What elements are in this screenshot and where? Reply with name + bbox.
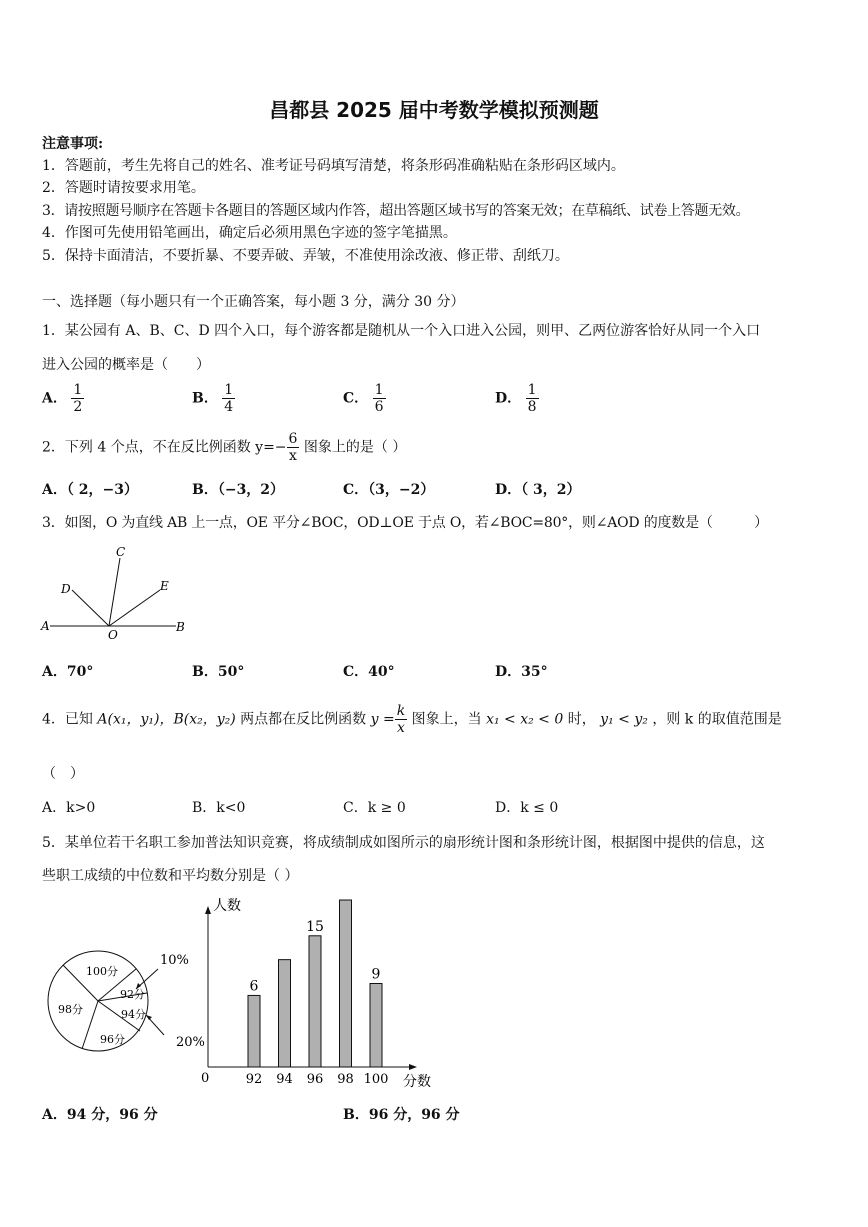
- option-a: A．70°: [42, 664, 94, 680]
- question-4-tail: ，则 k 的取值范围是: [652, 711, 782, 728]
- angle-figure: [36, 540, 196, 645]
- label-b: B: [176, 620, 185, 634]
- arrowhead: [146, 1015, 152, 1020]
- fraction: [373, 382, 386, 415]
- question-2-pre: 2．下列 4 个点，不在反比例函数: [42, 439, 251, 456]
- function-expression: y =: [370, 711, 395, 728]
- notice-item: 2．答题时请按要求用笔。: [42, 180, 205, 196]
- option-d: D．（ 3，2）: [495, 482, 581, 498]
- question-4-post: 图象上，当: [411, 711, 482, 728]
- bar: [340, 900, 352, 1067]
- option-a: A．k>0: [42, 800, 96, 816]
- question-4-when: 时，: [567, 711, 596, 728]
- denominator: 2: [73, 399, 83, 415]
- pie-label: 100分: [86, 965, 118, 978]
- notice-item: 5．保持卡面清洁，不要折暴、不要弄破、弄皱，不准使用涂改液、修正带、刮纸刀。: [42, 248, 569, 264]
- question-5-text: 些职工成绩的中位数和平均数分别是（ ）: [42, 868, 299, 884]
- option-c: [343, 382, 386, 415]
- pie-chart: [40, 945, 220, 1065]
- x-tick-label: 94: [276, 1072, 293, 1087]
- notice-heading: 注意事项:: [42, 136, 104, 152]
- numerator: 1: [224, 382, 234, 398]
- question-4-text: （ ）: [42, 766, 84, 782]
- bar: [248, 995, 260, 1067]
- notice-item: 1．答题前，考生先将自己的姓名、准考证号码填写清楚，将条形码准确粘贴在条形码区域内。: [42, 158, 625, 174]
- option-a: A．94 分，96 分: [42, 1107, 158, 1123]
- condition-x: x₁ < x₂ < 0: [486, 711, 564, 728]
- x-tick-label: 98: [337, 1072, 354, 1087]
- x-tick-label: 100: [363, 1072, 389, 1087]
- question-1-text: 1．某公园有 A、B、C、D 四个入口，每个游客都是随机从一个入口进入公园，则甲、乙两位游客恰好从同一个入口: [42, 323, 761, 339]
- option-label: A．: [42, 390, 67, 407]
- label-a: A: [41, 619, 50, 633]
- condition-y: y₁ < y₂: [600, 711, 648, 728]
- y-axis-arrow: [205, 906, 211, 914]
- notice-item: 4．作图可先使用铅笔画出，确定后必须用黑色字迹的签字笔描黑。: [42, 225, 457, 241]
- option-label: B．: [192, 390, 218, 407]
- pie-callout: 10%: [160, 953, 189, 968]
- y-axis-label: 人数: [213, 898, 241, 914]
- question-4-text: [42, 703, 782, 736]
- numerator: 1: [527, 382, 537, 398]
- option-d: D．k ≤ 0: [495, 800, 559, 816]
- data-label: 6: [249, 978, 259, 995]
- ray-od: [72, 590, 109, 626]
- page-title: 昌都县 2025 届中考数学模拟预测题: [269, 98, 599, 122]
- fraction: [222, 382, 235, 415]
- option-c: C．（3，−2）: [343, 482, 435, 498]
- denominator: 8: [527, 399, 537, 415]
- origin-label: 0: [201, 1071, 210, 1086]
- option-d: D．35°: [495, 664, 548, 680]
- x-axis-arrow: [409, 1064, 417, 1070]
- question-3-text: 3．如图，O 为直线 AB 上一点，OE 平分∠BOC，OD⊥OE 于点 O，若∠BOC=80°，则∠AOD 的度数是（ ）: [42, 515, 768, 531]
- pie-callout: 20%: [176, 1035, 205, 1050]
- fraction: [395, 703, 407, 736]
- section-heading: 一、选择题（每小题只有一个正确答案，每小题 3 分，满分 30 分）: [42, 294, 465, 310]
- option-b: B．k<0: [192, 800, 246, 816]
- numerator: k: [396, 703, 406, 719]
- x-tick-label: 96: [306, 1072, 324, 1087]
- label-o: O: [108, 628, 118, 642]
- fraction: [287, 431, 300, 464]
- pie-label: 94分: [121, 1008, 146, 1021]
- x-tick-label: 92: [245, 1072, 263, 1087]
- label-d: D: [61, 582, 71, 596]
- bar-group: [246, 900, 389, 1087]
- bar: [279, 960, 291, 1067]
- numerator: 1: [374, 382, 384, 398]
- x-axis-label: 分数: [403, 1074, 431, 1090]
- option-c: C．40°: [343, 664, 395, 680]
- bar: [309, 936, 321, 1067]
- label-c: C: [116, 545, 126, 559]
- option-b: B．96 分，96 分: [343, 1107, 460, 1123]
- pie-label: 92分: [120, 988, 145, 1001]
- option-label: C．: [343, 390, 369, 407]
- option-label: D．: [495, 390, 522, 407]
- option-d: [495, 382, 539, 415]
- label-e: E: [160, 579, 169, 593]
- question-2-text: [42, 431, 406, 464]
- bar: [370, 984, 382, 1068]
- pie-label: 96分: [100, 1033, 125, 1046]
- option-a: A．（ 2，−3）: [42, 482, 138, 498]
- function-expression: y=−: [255, 439, 287, 456]
- numerator: 6: [288, 431, 298, 447]
- ray-oe: [109, 590, 160, 626]
- question-4-mid: 两点都在反比例函数: [240, 711, 367, 728]
- points-expression: A(x₁，y₁)，B(x₂，y₂): [97, 711, 236, 728]
- notice-item: 3．请按照题号顺序在答题卡各题目的答题区域内作答，超出答题区域书写的答案无效；在草稿纸、试卷上答题无效。: [42, 203, 750, 219]
- fraction: [71, 382, 84, 415]
- denominator: 6: [374, 399, 384, 415]
- option-b: B．（−3，2）: [192, 482, 285, 498]
- data-label: 15: [306, 918, 324, 935]
- question-2-post: 图象上的是（ ）: [303, 439, 407, 456]
- denominator: 4: [224, 399, 234, 415]
- question-1-text: 进入公园的概率是（ ）: [42, 357, 210, 373]
- question-5-text: 5．某单位若干名职工参加普法知识竞赛，将成绩制成如图所示的扇形统计图和条形统计图，根据图中提供的信息，这: [42, 835, 765, 851]
- numerator: 1: [73, 382, 83, 398]
- fraction: [526, 382, 539, 415]
- denominator: x: [289, 448, 297, 464]
- question-4-pre: 4．已知: [42, 711, 93, 728]
- denominator: x: [396, 720, 405, 736]
- option-a: [42, 382, 84, 415]
- pie-label: 98分: [58, 1003, 83, 1016]
- ray-oc: [109, 558, 120, 626]
- option-c: C．k ≥ 0: [343, 800, 406, 816]
- data-label: 9: [371, 966, 381, 983]
- option-b: B．50°: [192, 664, 245, 680]
- bar-chart: [195, 892, 445, 1092]
- option-b: [192, 382, 235, 415]
